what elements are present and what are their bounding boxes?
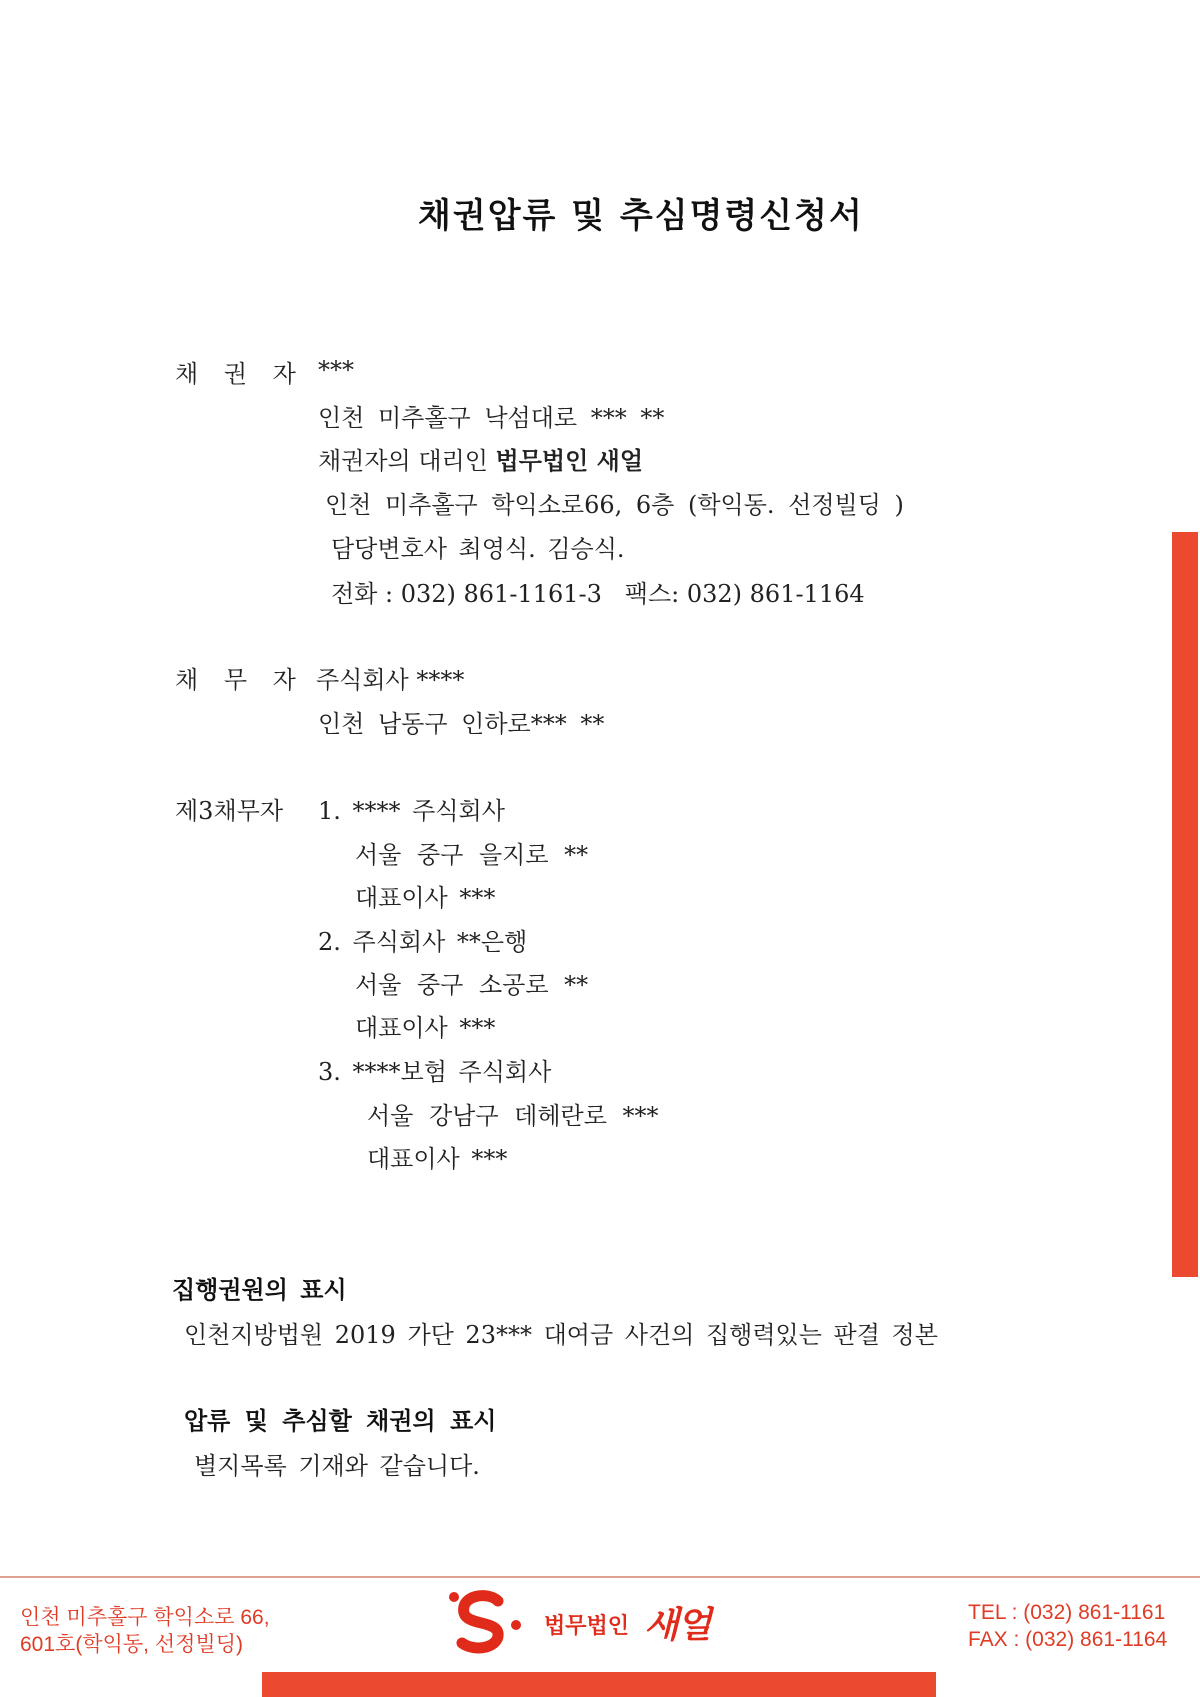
third-debtor-2-address: 서울 중구 소공로 ** [355, 971, 589, 999]
execution-title-text: 인천지방법원 2019 가단 23*** 대여금 사건의 집행력있는 판결 정본 [184, 1321, 938, 1349]
claim-heading: 압류 및 추심할 채권의 표시 [184, 1406, 497, 1435]
third-debtor-2-rep: 대표이사 *** [355, 1014, 496, 1042]
creditor-agent-prefix: 채권자의 대리인 [318, 447, 496, 475]
debtor-address: 인천 남동구 인하로*** ** [318, 710, 605, 738]
creditor-name: *** [318, 356, 354, 384]
creditor-agent [318, 441, 643, 476]
third-debtor-label: 제3채무자 [175, 797, 284, 825]
third-debtor-1-rep: 대표이사 *** [355, 884, 496, 912]
creditor-agent-address: 인천 미추홀구 학익소로66, 6층 (학익동. 선정빌딩 ) [325, 491, 904, 519]
creditor-label: 채 권 자 [175, 360, 296, 388]
footer-fax: FAX : (032) 861-1164 [968, 1628, 1168, 1651]
firm-logo [448, 1585, 748, 1660]
footer-divider [0, 1576, 1200, 1578]
logo-subtitle: 법무법인 [544, 1614, 630, 1639]
s-swirl-logo-icon [448, 1585, 523, 1664]
footer-accent-bar [262, 1672, 936, 1697]
claim-text: 별지목록 기재와 같습니다. [194, 1452, 480, 1480]
footer-address-line2: 601호(학익동, 선정빌딩) [20, 1633, 243, 1656]
third-debtor-1-address: 서울 중구 을지로 ** [355, 841, 589, 869]
footer-address-line1: 인천 미추홀구 학익소로 66, [20, 1606, 270, 1629]
third-debtor-1-name: 1. **** 주식회사 [318, 797, 505, 825]
third-debtor-2-name: 2. 주식회사 **은행 [318, 928, 528, 956]
third-debtor-3-rep: 대표이사 *** [367, 1145, 508, 1173]
execution-title-heading: 집행권원의 표시 [172, 1275, 347, 1304]
right-accent-bar [1172, 532, 1198, 1277]
creditor-address: 인천 미추홀구 낙섬대로 *** ** [318, 404, 665, 432]
footer-tel: TEL : (032) 861-1161 [968, 1601, 1166, 1624]
page-title: 채권압류 및 추심명령신청서 [418, 196, 864, 236]
third-debtor-3-address: 서울 강남구 데헤란로 *** [367, 1102, 659, 1130]
logo-wordmark: 새얼 [644, 1605, 710, 1646]
creditor-contact: 전화 : 032) 861-1161-3 팩스: 032) 861-1164 [331, 580, 865, 608]
debtor-name: 주식회사 **** [316, 666, 465, 694]
creditor-agent-name: 법무법인 새얼 [495, 446, 644, 475]
debtor-label: 채 무 자 [175, 666, 296, 694]
third-debtor-3-name: 3. ****보험 주식회사 [318, 1058, 552, 1086]
creditor-lawyers: 담당변호사 최영식. 김승식. [331, 535, 625, 563]
